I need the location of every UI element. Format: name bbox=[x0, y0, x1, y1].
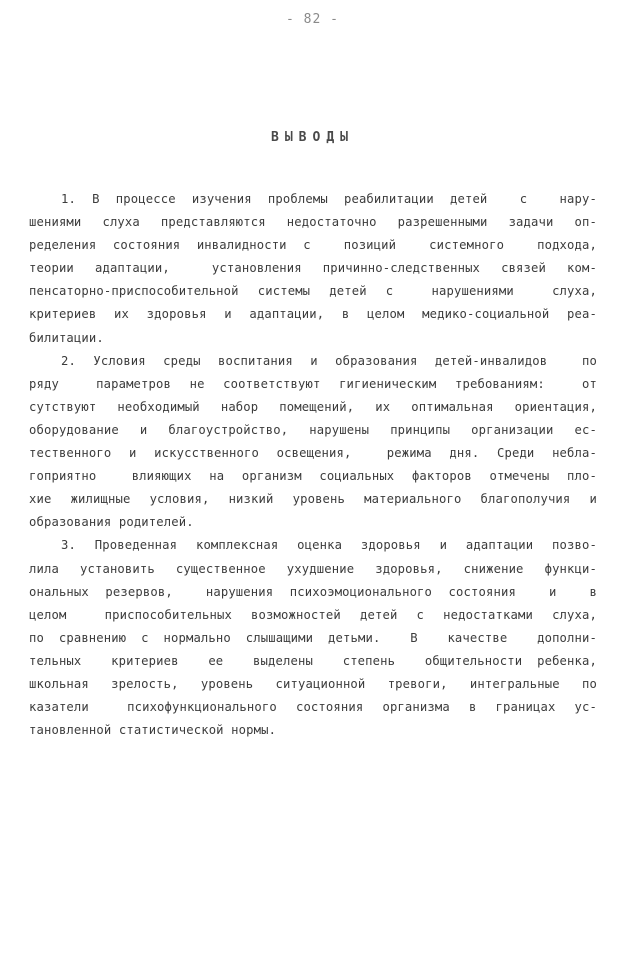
text-line: теории адаптации, установления причинно-следственных связей ком- bbox=[29, 261, 597, 276]
text-line: образования родителей. bbox=[29, 515, 194, 530]
text-line: 2. Условия среды воспитания и образования детей-инвалидов по bbox=[61, 353, 597, 368]
text-line: тественного и искусственного освещения, режима дня. Среди небла- bbox=[29, 446, 597, 461]
text-line: тановленной статистической нормы. bbox=[29, 723, 277, 738]
conclusion-paragraph-3 bbox=[29, 534, 597, 742]
text-line: казатели психофункционального состояния организма в границах ус- bbox=[29, 700, 597, 715]
text-line: ональных резервов, нарушения психоэмоционального состояния и в bbox=[29, 584, 597, 599]
text-line: по сравнению с нормально слышащими детьми. В качестве дополни- bbox=[29, 630, 597, 645]
text-line: пенсаторно-приспособительной системы детей с нарушениями слуха, bbox=[29, 284, 597, 299]
text-line: критериев их здоровья и адаптации, в целом медико-социальной реа- bbox=[29, 307, 597, 322]
text-line: ряду параметров не соответствуют гигиеническим требованиям: от bbox=[29, 376, 597, 391]
text-line: сутствуют необходимый набор помещений, их оптимальная ориентация, bbox=[29, 399, 597, 414]
text-line: шениями слуха представляются недостаточно разрешенными задачи оп- bbox=[29, 215, 597, 230]
text-line: 3. Проведенная комплексная оценка здоровья и адаптации позво- bbox=[61, 538, 597, 553]
conclusion-paragraph-2 bbox=[29, 350, 597, 535]
text-line: 1. В процессе изучения проблемы реабилитации детей с нару- bbox=[61, 192, 597, 206]
conclusions-body bbox=[29, 188, 597, 742]
text-line: оборудование и благоустройство, нарушены принципы организации ес- bbox=[29, 422, 597, 437]
text-line: целом приспособительных возможностей детей с недостатками слуха, bbox=[29, 607, 597, 622]
text-line: ределения состояния инвалидности с позиций системного подхода, bbox=[29, 238, 597, 253]
text-line: хие жилищные условия, низкий уровень материального благополучия и bbox=[29, 492, 597, 507]
text-line: школьная зрелость, уровень ситуационной тревоги, интегральные по bbox=[29, 676, 597, 691]
text-line: тельных критериев ее выделены степень общительности ребенка, bbox=[29, 653, 597, 668]
text-line: лила установить существенное ухудшение здоровья, снижение функци- bbox=[29, 561, 597, 576]
page-number: - 82 - bbox=[286, 12, 339, 27]
text-line: билитации. bbox=[29, 330, 104, 345]
conclusion-paragraph-1 bbox=[29, 188, 597, 350]
section-heading: ВЫВОДЫ bbox=[271, 130, 354, 145]
text-line: гоприятно влияющих на организм социальных факторов отмечены пло- bbox=[29, 469, 597, 484]
